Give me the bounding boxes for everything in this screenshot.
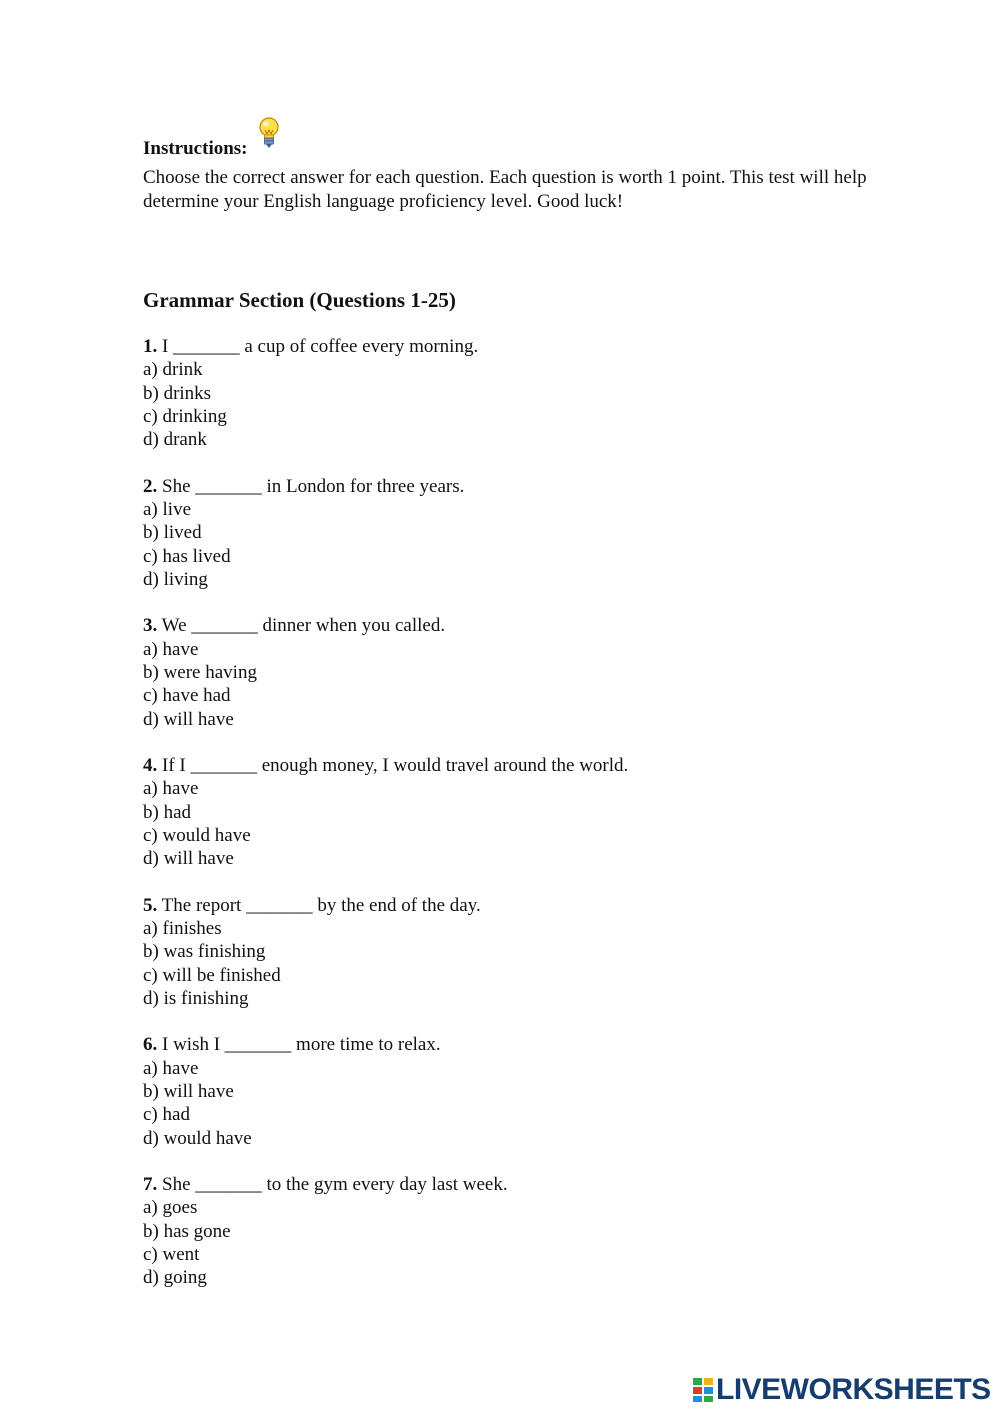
question-stem [143,335,628,358]
question-stem [143,475,628,498]
answer-option[interactable]: a) have [143,1057,199,1079]
liveworksheets-logo-icon [692,1377,714,1403]
question-number: 2. [143,475,158,497]
answer-option[interactable]: a) finishes [143,917,222,939]
answer-option[interactable]: d) going [143,1267,207,1289]
answer-option[interactable]: d) would have [143,1127,252,1149]
answer-option[interactable]: a) have [143,778,199,800]
question-stem [143,1033,628,1056]
question-stem [143,754,628,777]
lightbulb-icon [256,116,282,160]
question-number: 3. [143,615,158,637]
answer-option[interactable]: b) will have [143,1080,234,1102]
answer-option[interactable]: c) will be finished [143,964,281,986]
instructions-text: Choose the correct answer for each question. Each question is worth 1 point. This test will help determine your English language proficiency level. Good luck! [143,167,867,212]
answer-option[interactable]: a) have [143,638,199,660]
answer-option[interactable]: c) would have [143,824,251,846]
question-number: 6. [143,1034,158,1056]
answer-option[interactable]: d) will have [143,848,234,870]
question-number: 7. [143,1174,158,1196]
answer-option[interactable]: b) lived [143,522,202,544]
answer-option[interactable]: b) drinks [143,382,212,404]
question-1 [143,335,628,451]
answer-option[interactable]: d) living [143,568,208,590]
instructions-heading [143,118,282,162]
instructions-label: Instructions: [143,138,248,159]
question-text: I wish I _______ more time to relax. [162,1034,441,1056]
answer-option[interactable]: a) live [143,498,192,520]
answer-option[interactable]: d) will have [143,708,234,730]
section-title: Grammar Section (Questions 1-25) [143,288,456,312]
question-7 [143,1173,628,1289]
question-stem [143,614,628,637]
answer-option[interactable]: a) goes [143,1197,198,1219]
question-number: 5. [143,894,158,916]
answer-option[interactable]: a) drink [143,359,203,381]
answer-option[interactable]: b) has gone [143,1220,231,1242]
question-stem [143,1173,628,1196]
question-number: 4. [143,755,158,777]
logo-text: LIVEWORKSHEETS [716,1373,991,1406]
answer-option[interactable]: b) were having [143,661,257,683]
question-stem [143,894,628,917]
answer-option[interactable]: c) had [143,1104,190,1126]
answer-option[interactable]: c) have had [143,685,231,707]
question-text: We _______ dinner when you called. [161,615,446,637]
answer-option[interactable]: c) has lived [143,545,231,567]
question-list [143,335,628,1313]
question-6 [143,1033,628,1149]
question-text: She _______ in London for three years. [162,475,465,497]
answer-option[interactable]: b) had [143,801,192,823]
answer-option[interactable]: c) went [143,1243,200,1265]
question-text: She _______ to the gym every day last week. [162,1174,508,1196]
liveworksheets-logo [692,1374,991,1406]
answer-option[interactable]: c) drinking [143,405,227,427]
question-3 [143,614,628,730]
question-text: If I _______ enough money, I would travel around the world. [162,755,629,777]
question-5 [143,894,628,1010]
question-number: 1. [143,336,158,357]
question-4 [143,754,628,870]
question-text: I _______ a cup of coffee every morning. [162,336,479,357]
question-2 [143,475,628,591]
answer-option[interactable]: d) drank [143,429,207,451]
answer-option[interactable]: d) is finishing [143,987,249,1009]
question-text: The report _______ by the end of the day. [161,894,481,916]
answer-option[interactable]: b) was finishing [143,941,266,963]
